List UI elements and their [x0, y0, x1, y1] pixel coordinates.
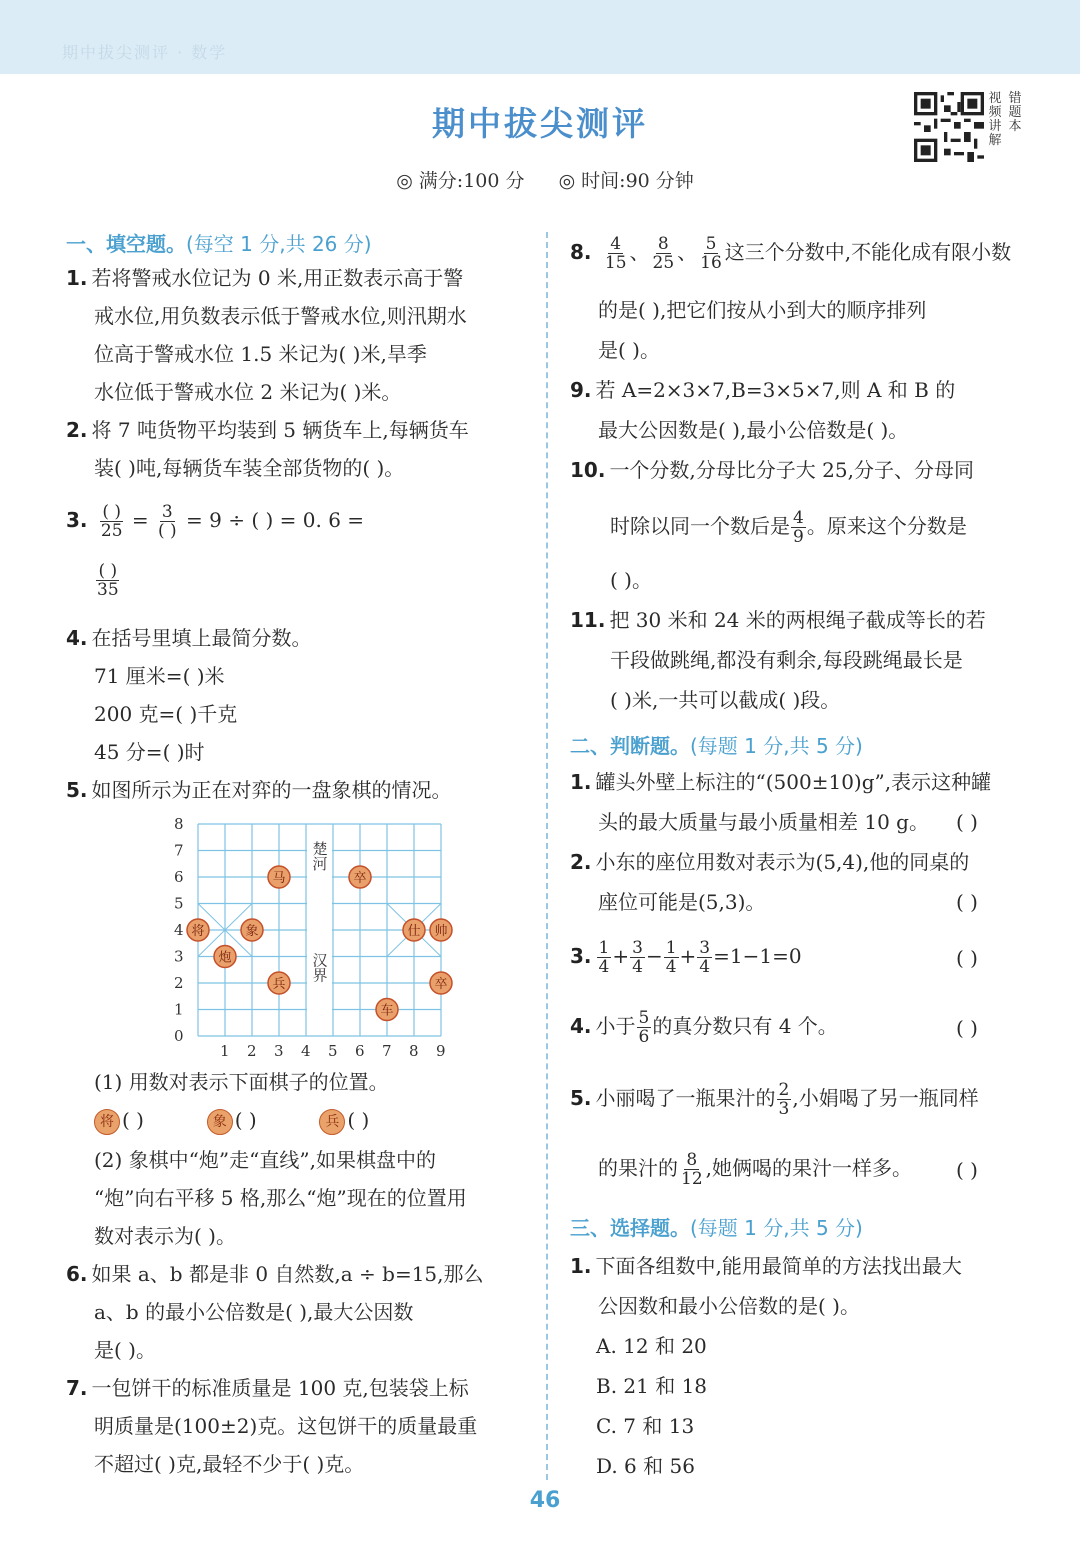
- x-axis-label: 8: [409, 1042, 419, 1060]
- q-text: 座位可能是(5,3)。: [598, 890, 766, 914]
- q-text: 装( )吨,每辆货车装全部货物的( )。: [94, 456, 405, 480]
- river-label-right: 汉界: [310, 952, 329, 983]
- q-text: (1) 用数对表示下面棋子的位置。: [94, 1070, 389, 1094]
- numerator: 3: [161, 502, 173, 522]
- q-number: 2.: [570, 850, 592, 874]
- q-text: 小丽喝了一瓶果汁的: [595, 1086, 776, 1110]
- denominator: ( ): [158, 521, 177, 541]
- numerator: 5: [705, 234, 717, 254]
- q-text: 如图所示为正在对弈的一盘象棋的情况。: [91, 778, 452, 802]
- y-axis-label: 7: [174, 841, 184, 860]
- q-text: ,她俩喝的果汁一样多。: [705, 1156, 912, 1180]
- q-number: 1.: [570, 770, 592, 794]
- fraction: [95, 562, 121, 599]
- q-number: 3.: [66, 508, 88, 532]
- q-text: 干段做跳绳,都没有剩余,每段跳绳最长是: [610, 648, 963, 672]
- q-number: 2.: [66, 418, 88, 442]
- chess-piece-label: 车: [380, 1003, 394, 1019]
- section-title: 一、填空题。: [66, 232, 186, 256]
- minus-sign: −: [645, 944, 663, 968]
- chess-piece-label: 马: [272, 871, 286, 886]
- q-text: 这三个分数中,不能化成有限小数: [724, 240, 1012, 264]
- q-text: =1−1=0: [713, 944, 802, 968]
- time-limit: ◎ 时间:90 分钟: [558, 170, 694, 192]
- full-score: ◎ 满分:100 分: [396, 170, 525, 192]
- q-text: 罐头外壁上标注的“(500±10)g”,表示这种罐: [595, 770, 992, 794]
- fraction: [697, 939, 712, 976]
- x-axis-label: 9: [436, 1042, 446, 1060]
- chess-piece-label: 卒: [353, 871, 367, 886]
- y-axis-label: 1: [174, 1000, 184, 1019]
- qr-labels: [986, 92, 1026, 162]
- answer-blank: ( ): [956, 890, 978, 914]
- soldier-piece-icon: 兵: [319, 1109, 345, 1135]
- answer-blank: ( ): [956, 946, 978, 970]
- section-note: (每题 1 分,共 5 分): [690, 734, 863, 758]
- fraction: [651, 235, 677, 272]
- y-axis-label: 3: [174, 947, 184, 966]
- q-text: a、b 的最小公倍数是( ),最大公因数: [94, 1300, 414, 1324]
- river-label-left: 楚河: [310, 840, 329, 871]
- denominator: 9: [793, 527, 804, 547]
- numerator: 8: [686, 1150, 698, 1170]
- page-title: 期中拔尖测评: [432, 104, 648, 143]
- q-text: 明质量是(100±2)克。这包饼干的质量最重: [94, 1414, 478, 1438]
- chess-piece-label: 帅: [434, 924, 448, 939]
- q-text: 。原来这个分数是: [806, 514, 967, 538]
- q-text: 若将警戒水位记为 0 米,用正数表示高于警: [91, 266, 464, 290]
- option-c[interactable]: C. 7 和 13: [596, 1414, 695, 1438]
- numerator: 1: [598, 938, 610, 958]
- elephant-piece-icon: 象: [207, 1109, 233, 1135]
- fraction: [791, 509, 806, 546]
- q-text: 是( )。: [94, 1338, 156, 1362]
- plus-sign: +: [679, 944, 697, 968]
- section-title: 三、选择题。: [570, 1216, 690, 1240]
- header-faint-text: 期中拔尖测评 · 数学: [62, 43, 228, 62]
- q-number: 9.: [570, 378, 592, 402]
- denominator: 35: [97, 580, 119, 600]
- fraction: [597, 939, 612, 976]
- section-fill-blank: [66, 228, 372, 257]
- q-number: 3.: [570, 944, 592, 968]
- y-axis-label: 0: [174, 1027, 184, 1045]
- denominator: 15: [604, 253, 627, 273]
- numerator: 2: [778, 1080, 790, 1100]
- q-text: 戒水位,用负数表示低于警戒水位,则汛期水: [94, 304, 467, 328]
- denominator: 6: [638, 1027, 650, 1047]
- exam-meta: [0, 166, 1080, 193]
- q-text: 在括号里填上最简分数。: [91, 626, 312, 650]
- denominator: 4: [699, 957, 711, 977]
- q-text: 最大公因数是( ),最小公倍数是( )。: [598, 418, 909, 442]
- fraction: [698, 235, 724, 272]
- option-b[interactable]: B. 21 和 18: [596, 1374, 708, 1398]
- plus-sign: +: [612, 944, 630, 968]
- q-number: 1.: [570, 1254, 592, 1278]
- numerator: ( ): [102, 502, 122, 522]
- chess-board: [160, 810, 460, 1060]
- q-number: 4.: [570, 1014, 592, 1038]
- y-axis-label: 2: [174, 974, 184, 992]
- denominator: 4: [665, 957, 677, 977]
- section-title: 二、判断题。: [570, 734, 690, 758]
- q-number: 4.: [66, 626, 88, 650]
- numerator: 8: [657, 234, 669, 254]
- fraction: [679, 1151, 705, 1188]
- section-choice: [570, 1212, 863, 1241]
- answer-blank: ( ): [234, 1108, 257, 1132]
- denominator: 16: [700, 253, 722, 273]
- numerator: 3: [632, 938, 643, 958]
- q-text: 数对表示为( )。: [94, 1224, 236, 1248]
- fraction: [603, 235, 629, 272]
- q-text: 是( )。: [598, 338, 660, 362]
- column-divider: [546, 232, 548, 1480]
- section-true-false: [570, 730, 863, 759]
- q-text: 小于: [595, 1014, 636, 1038]
- q-text: “炮”向右平移 5 格,那么“炮”现在的位置用: [94, 1186, 467, 1210]
- denominator: 3: [778, 1099, 790, 1119]
- fraction: [156, 503, 179, 540]
- separator: 、: [629, 240, 650, 264]
- page-number: 46: [529, 1488, 561, 1513]
- x-axis-label: 5: [328, 1042, 338, 1060]
- q-number: 7.: [66, 1376, 88, 1400]
- chess-piece-label: 卒: [434, 977, 448, 992]
- q-text: 71 厘米=( )米: [94, 664, 225, 688]
- answer-blank: ( ): [956, 1158, 978, 1182]
- denominator: 12: [681, 1169, 703, 1189]
- denominator: 4: [632, 957, 643, 977]
- option-a[interactable]: A. 12 和 20: [596, 1334, 707, 1358]
- x-axis-label: 6: [355, 1042, 365, 1060]
- q-text: 一个分数,分母比分子大 25,分子、分母同: [609, 458, 974, 482]
- q-number: 8.: [570, 240, 592, 264]
- q-text: 的果汁的: [598, 1156, 678, 1180]
- chess-piece-label: 象: [245, 924, 259, 939]
- equals-sign: =: [131, 508, 149, 532]
- q-number: 10.: [570, 458, 606, 482]
- answer-blank: ( ): [347, 1108, 370, 1132]
- q-number: 1.: [66, 266, 88, 290]
- y-axis-label: 6: [174, 868, 184, 886]
- fraction: [637, 1009, 652, 1046]
- q-text: 下面各组数中,能用最简单的方法找出最大: [595, 1254, 962, 1278]
- fraction: [664, 939, 679, 976]
- q-number: 6.: [66, 1262, 88, 1286]
- q-text: ( )米,一共可以截成( )段。: [610, 688, 841, 712]
- q-number: 5.: [570, 1086, 592, 1110]
- q-text: 将 7 吨货物平均装到 5 辆货车上,每辆货车: [91, 418, 469, 442]
- numerator: ( ): [98, 561, 118, 581]
- x-axis-label: 7: [382, 1042, 392, 1060]
- section-note: (每空 1 分,共 26 分): [186, 232, 372, 256]
- general-piece-icon: 将: [94, 1109, 120, 1135]
- fraction: [777, 1081, 792, 1118]
- q-number: 11.: [570, 608, 606, 632]
- q-text: (2) 象棋中“炮”走“直线”,如果棋盘中的: [94, 1148, 436, 1172]
- answer-blank: ( ): [956, 1016, 978, 1040]
- y-axis-label: 4: [174, 921, 184, 939]
- q-text: 时除以同一个数后是: [610, 514, 790, 538]
- x-axis-label: 2: [247, 1042, 257, 1060]
- q-text: 水位低于警戒水位 2 米记为( )米。: [94, 380, 402, 404]
- q-text: 的真分数只有 4 个。: [652, 1014, 838, 1038]
- q-text: = 9 ÷ ( ) = 0. 6 =: [186, 508, 365, 532]
- q-text: ( )。: [610, 568, 652, 592]
- numerator: 4: [610, 234, 622, 254]
- separator: 、: [677, 240, 698, 264]
- qr-label-wrongbook: 错题本: [1008, 91, 1022, 134]
- q-text: 不超过( )克,最轻不少于( )克。: [94, 1452, 365, 1476]
- chess-piece-label: 仕: [407, 924, 421, 939]
- x-axis-label: 1: [220, 1042, 230, 1060]
- q-number: 5.: [66, 778, 88, 802]
- answer-blank: ( ): [122, 1108, 144, 1132]
- x-axis-label: 3: [274, 1042, 284, 1060]
- q-text: 的是( ),把它们按从小到大的顺序排列: [598, 298, 927, 322]
- denominator: 25: [100, 521, 123, 541]
- q-text: 如果 a、b 都是非 0 自然数,a ÷ b=15,那么: [91, 1262, 484, 1286]
- chess-piece-label: 炮: [218, 950, 232, 966]
- chess-piece-label: 将: [191, 924, 205, 939]
- q-text: 若 A=2×3×7,B=3×5×7,则 A 和 B 的: [595, 378, 956, 402]
- y-axis-label: 8: [174, 815, 184, 833]
- numerator: 4: [793, 508, 804, 528]
- answer-blank: ( ): [956, 810, 978, 834]
- option-d[interactable]: D. 6 和 56: [596, 1454, 695, 1478]
- x-axis-label: 4: [301, 1042, 311, 1060]
- qr-code-icon[interactable]: [914, 92, 984, 162]
- q-text: 200 克=( )千克: [94, 702, 238, 726]
- qr-label-video: 视频讲解: [988, 91, 1002, 148]
- q-text: 小东的座位用数对表示为(5,4),他的同桌的: [595, 850, 970, 874]
- fraction: [99, 503, 125, 540]
- q-text: 把 30 米和 24 米的两根绳子截成等长的若: [609, 608, 986, 632]
- y-axis-label: 5: [174, 894, 184, 913]
- section-note: (每题 1 分,共 5 分): [690, 1216, 863, 1240]
- q-text: 45 分=( )时: [94, 740, 205, 764]
- q-text: 公因数和最小公倍数的是( )。: [598, 1294, 860, 1318]
- chess-piece-label: 兵: [272, 977, 286, 992]
- denominator: 25: [652, 253, 675, 273]
- numerator: 3: [699, 938, 711, 958]
- q-text: 一包饼干的标准质量是 100 克,包装袋上标: [91, 1376, 469, 1400]
- q-text: ,小娟喝了另一瓶同样: [792, 1086, 979, 1110]
- fraction: [630, 939, 645, 976]
- numerator: 1: [665, 938, 677, 958]
- denominator: 4: [598, 957, 610, 977]
- numerator: 5: [638, 1008, 650, 1028]
- q-text: 头的最大质量与最小质量相差 10 g。: [598, 810, 929, 834]
- q-text: 位高于警戒水位 1.5 米记为( )米,旱季: [94, 342, 427, 366]
